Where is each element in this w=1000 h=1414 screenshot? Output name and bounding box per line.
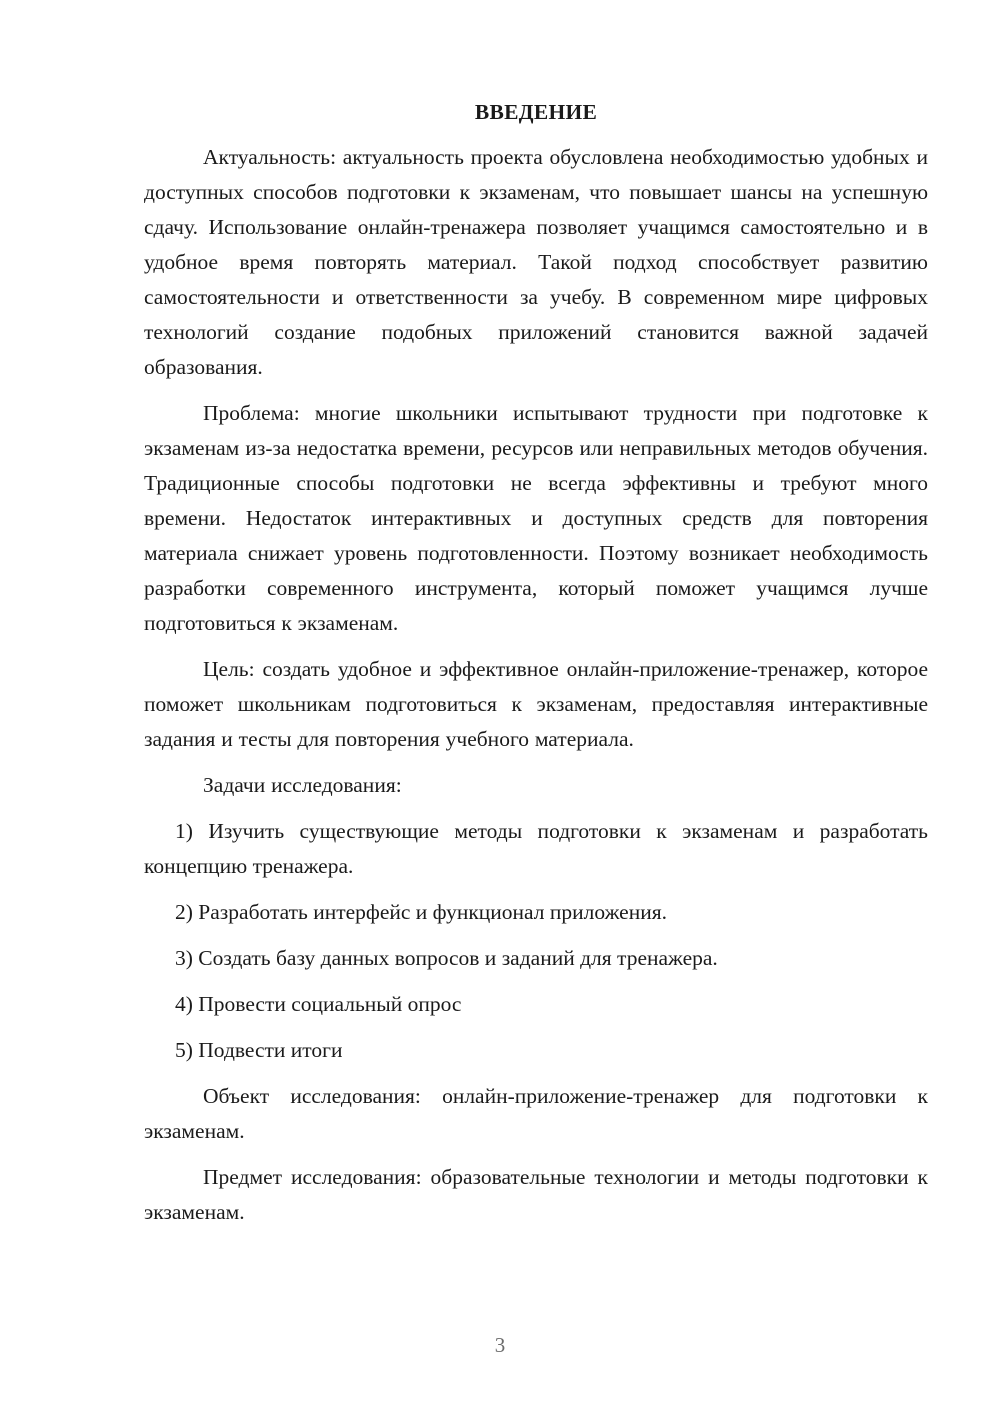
task-item: 4) Провести социальный опрос [175,992,462,1016]
page-number: 3 [494,1333,506,1357]
page-content [144,96,928,1241]
task-item: 5) Подвести итоги [175,1038,343,1062]
paragraph-problem: Проблема: многие школьники испытывают трудности при подготовке к экзаменам из-за недостатка времени, ресурсов или неправильных методов обучения. Традиционные способы подготовки не всегда эффективны и требуют много времени. Недостаток интерактивных и доступных средств для повторения материала снижает уровень подготовленности. Поэтому возникает необходимость разработки современного инструмента, который поможет учащимся лучше подготовиться к экзаменам. [144,401,928,635]
paragraph-object: Объект исследования: онлайн-приложение-тренажер для подготовки к экзаменам. [144,1084,928,1143]
page-title: ВВЕДЕНИЕ [474,100,598,124]
tasks-heading: Задачи исследования: [203,773,402,797]
task-item: 1) Изучить существующие методы подготовки к экзаменам и разработать концепцию тренажера. [144,819,928,878]
paragraph-subject: Предмет исследования: образовательные технологии и методы подготовки к экзаменам. [144,1165,928,1224]
task-item: 2) Разработать интерфейс и функционал приложения. [175,900,667,924]
paragraph-goal: Цель: создать удобное и эффективное онлайн-приложение-тренажер, которое поможет школьникам подготовиться к экзаменам, предоставляя интерактивные задания и тесты для повторения учебного материала. [144,657,928,751]
task-item: 3) Создать базу данных вопросов и заданий для тренажера. [175,946,718,970]
paragraph-relevance: Актуальность: актуальность проекта обусловлена необходимостью удобных и доступных способов подготовки к экзаменам, что повышает шансы на успешную сдачу. Использование онлайн-тренажера позволяет учащимся самостоятельно и в удобное время повторять материал. Такой подход способствует развитию самостоятельности и ответственности за учебу. В современном мире цифровых технологий создание подобных приложений становится важной задачей образования. [144,145,928,379]
